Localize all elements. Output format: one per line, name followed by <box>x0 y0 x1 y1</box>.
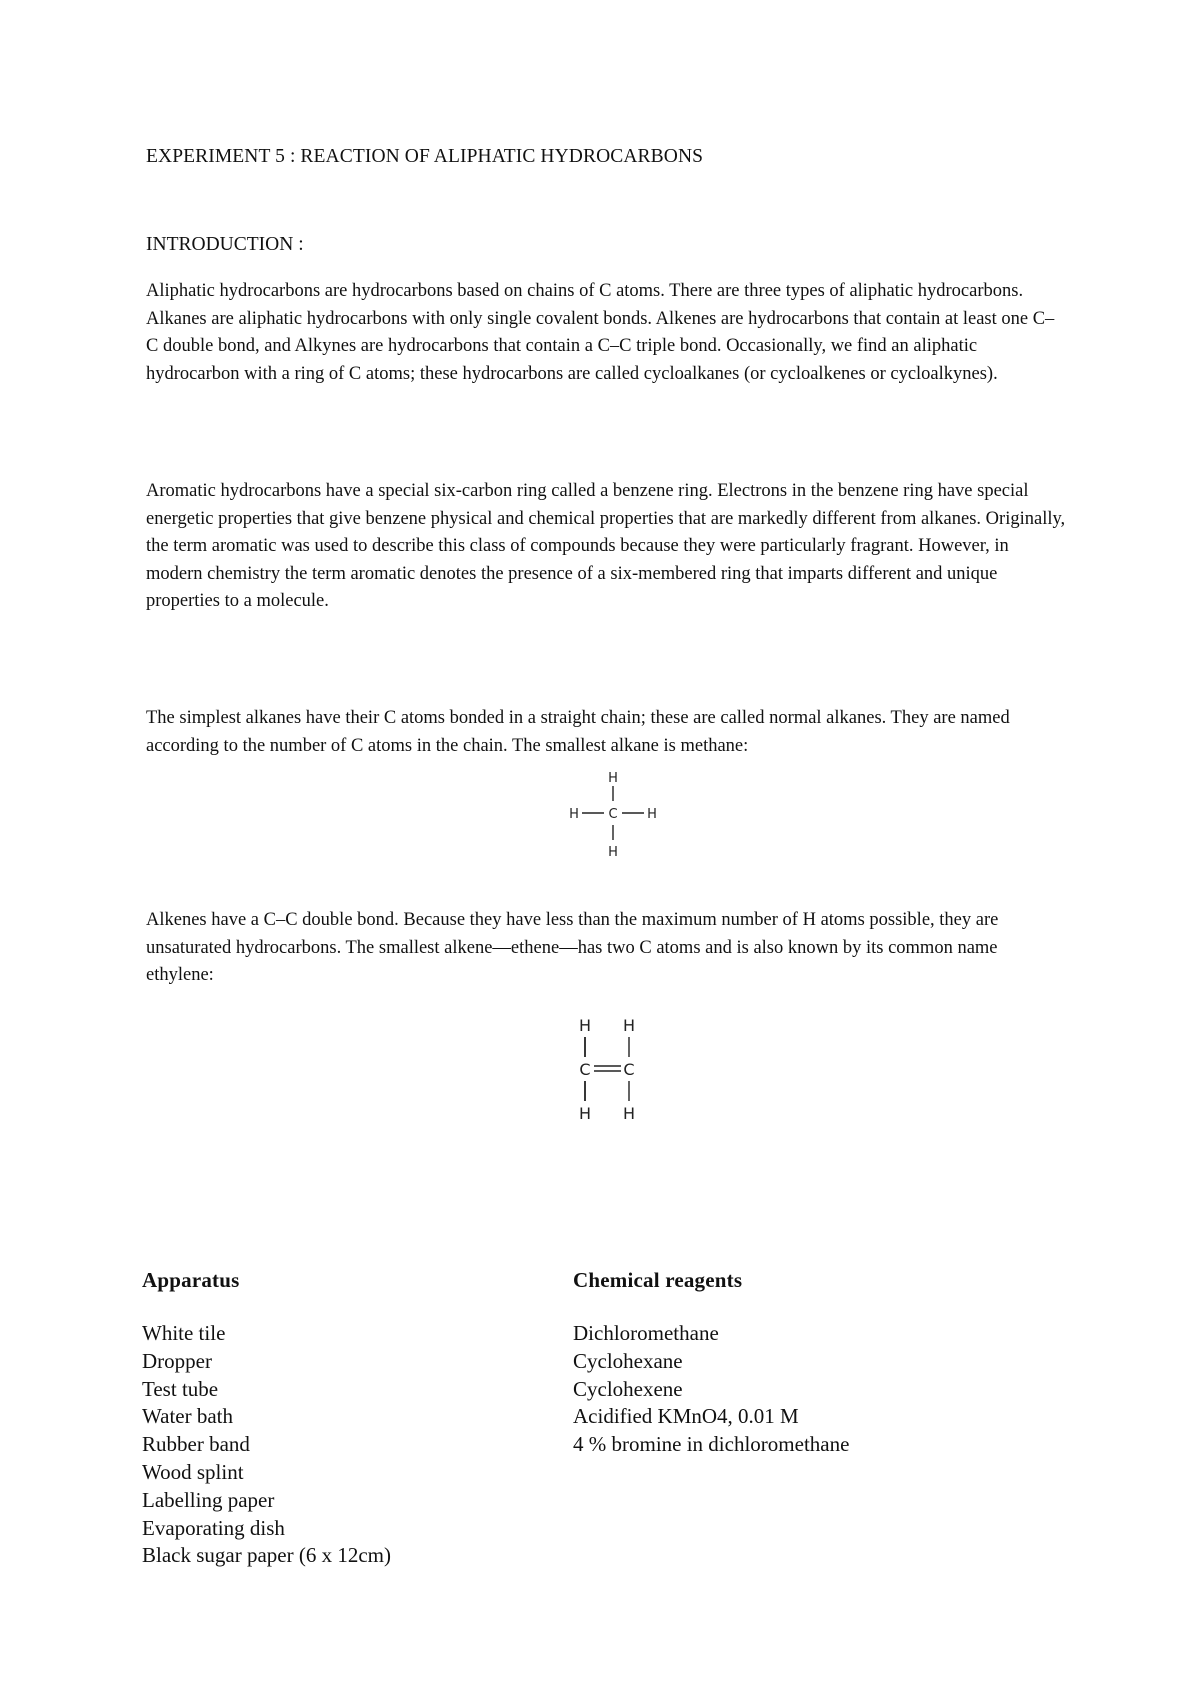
list-item: Rubber band <box>142 1432 250 1457</box>
methane-h-left: H <box>569 807 579 822</box>
methane-h-right: H <box>647 807 657 822</box>
list-item: Wood splint <box>142 1459 244 1484</box>
paragraph-alkanes <box>146 705 1066 760</box>
chemical-reagents-list <box>573 1320 849 1459</box>
introduction-heading: INTRODUCTION : <box>146 234 304 255</box>
list-item: Black sugar paper (6 x 12cm) <box>142 1543 391 1568</box>
list-item: Water bath <box>142 1404 234 1429</box>
list-item: Cyclohexane <box>573 1348 683 1373</box>
paragraph-text: Aliphatic hydrocarbons are hydrocarbons based on chains of C atoms. There are three types of aliphatic hydrocarbons. Alkanes are aliphatic hydrocarbons with only single covalent bonds. Alkenes are hydrocarbons that contain at least one C–C double bond, and Alkynes are hydrocarbons that contain a C–C triple bond. Occasionally, we find an aliphatic hydrocarbon with a ring of C atoms; these hydrocarbons are called cycloalkanes (or cycloalkenes or cycloalkynes). <box>146 281 1055 384</box>
list-item: Acidified KMnO4, 0.01 M <box>573 1404 799 1429</box>
paragraph-text: Aromatic hydrocarbons have a special six-carbon ring called a benzene ring. Electrons in the benzene ring have special energetic properties that give benzene physical and chemical properties that are markedly different from alkanes. Originally, the term aromatic was used to describe this class of compounds because they were particularly fragrant. However, in modern chemistry the term aromatic denotes the presence of a six-membered ring that imparts different and unique properties to a molecule. <box>146 481 1066 611</box>
apparatus-list <box>142 1320 391 1570</box>
ethylene-h-top-right: H <box>622 1016 636 1035</box>
paragraph-text: The simplest alkanes have their C atoms bonded in a straight chain; these are called normal alkanes. They are named according to the number of C atoms in the chain. The smallest alkane is methane: <box>146 708 1010 756</box>
list-item: White tile <box>142 1321 226 1345</box>
list-item: Cyclohexene <box>573 1376 683 1401</box>
list-item: Test tube <box>142 1376 219 1401</box>
methane-structure <box>558 768 668 868</box>
list-item: 4 % bromine in dichloromethane <box>573 1432 850 1457</box>
chemical-reagents-heading: Chemical reagents <box>573 1268 743 1292</box>
paragraph-aromatic <box>146 478 1066 616</box>
ethylene-structure <box>565 1013 655 1133</box>
list-item: Dropper <box>142 1348 212 1373</box>
ethylene-h-bottom-right: H <box>622 1104 636 1123</box>
apparatus-heading: Apparatus <box>142 1268 240 1292</box>
list-item: Labelling paper <box>142 1487 275 1512</box>
methane-carbon: C <box>608 807 618 822</box>
list-item: Dichloromethane <box>573 1321 719 1345</box>
ethylene-carbon-right: C <box>623 1060 635 1079</box>
document-title: EXPERIMENT 5 : REACTION OF ALIPHATIC HYDROCARBONS <box>146 146 704 167</box>
methane-h-bottom: H <box>608 845 618 860</box>
list-item: Evaporating dish <box>142 1515 285 1540</box>
methane-h-top: H <box>608 771 618 786</box>
paragraph-alkenes <box>146 907 1066 990</box>
paragraph-aliphatic <box>146 278 1066 388</box>
ethylene-carbon-left: C <box>579 1060 591 1079</box>
ethylene-h-top-left: H <box>578 1016 592 1035</box>
paragraph-text: Alkenes have a C–C double bond. Because they have less than the maximum number of H atoms possible, they are unsaturated hydrocarbons. The smallest alkene—ethene—has two C atoms and is also known by its common name ethylene: <box>146 910 999 985</box>
ethylene-h-bottom-left: H <box>578 1104 592 1123</box>
